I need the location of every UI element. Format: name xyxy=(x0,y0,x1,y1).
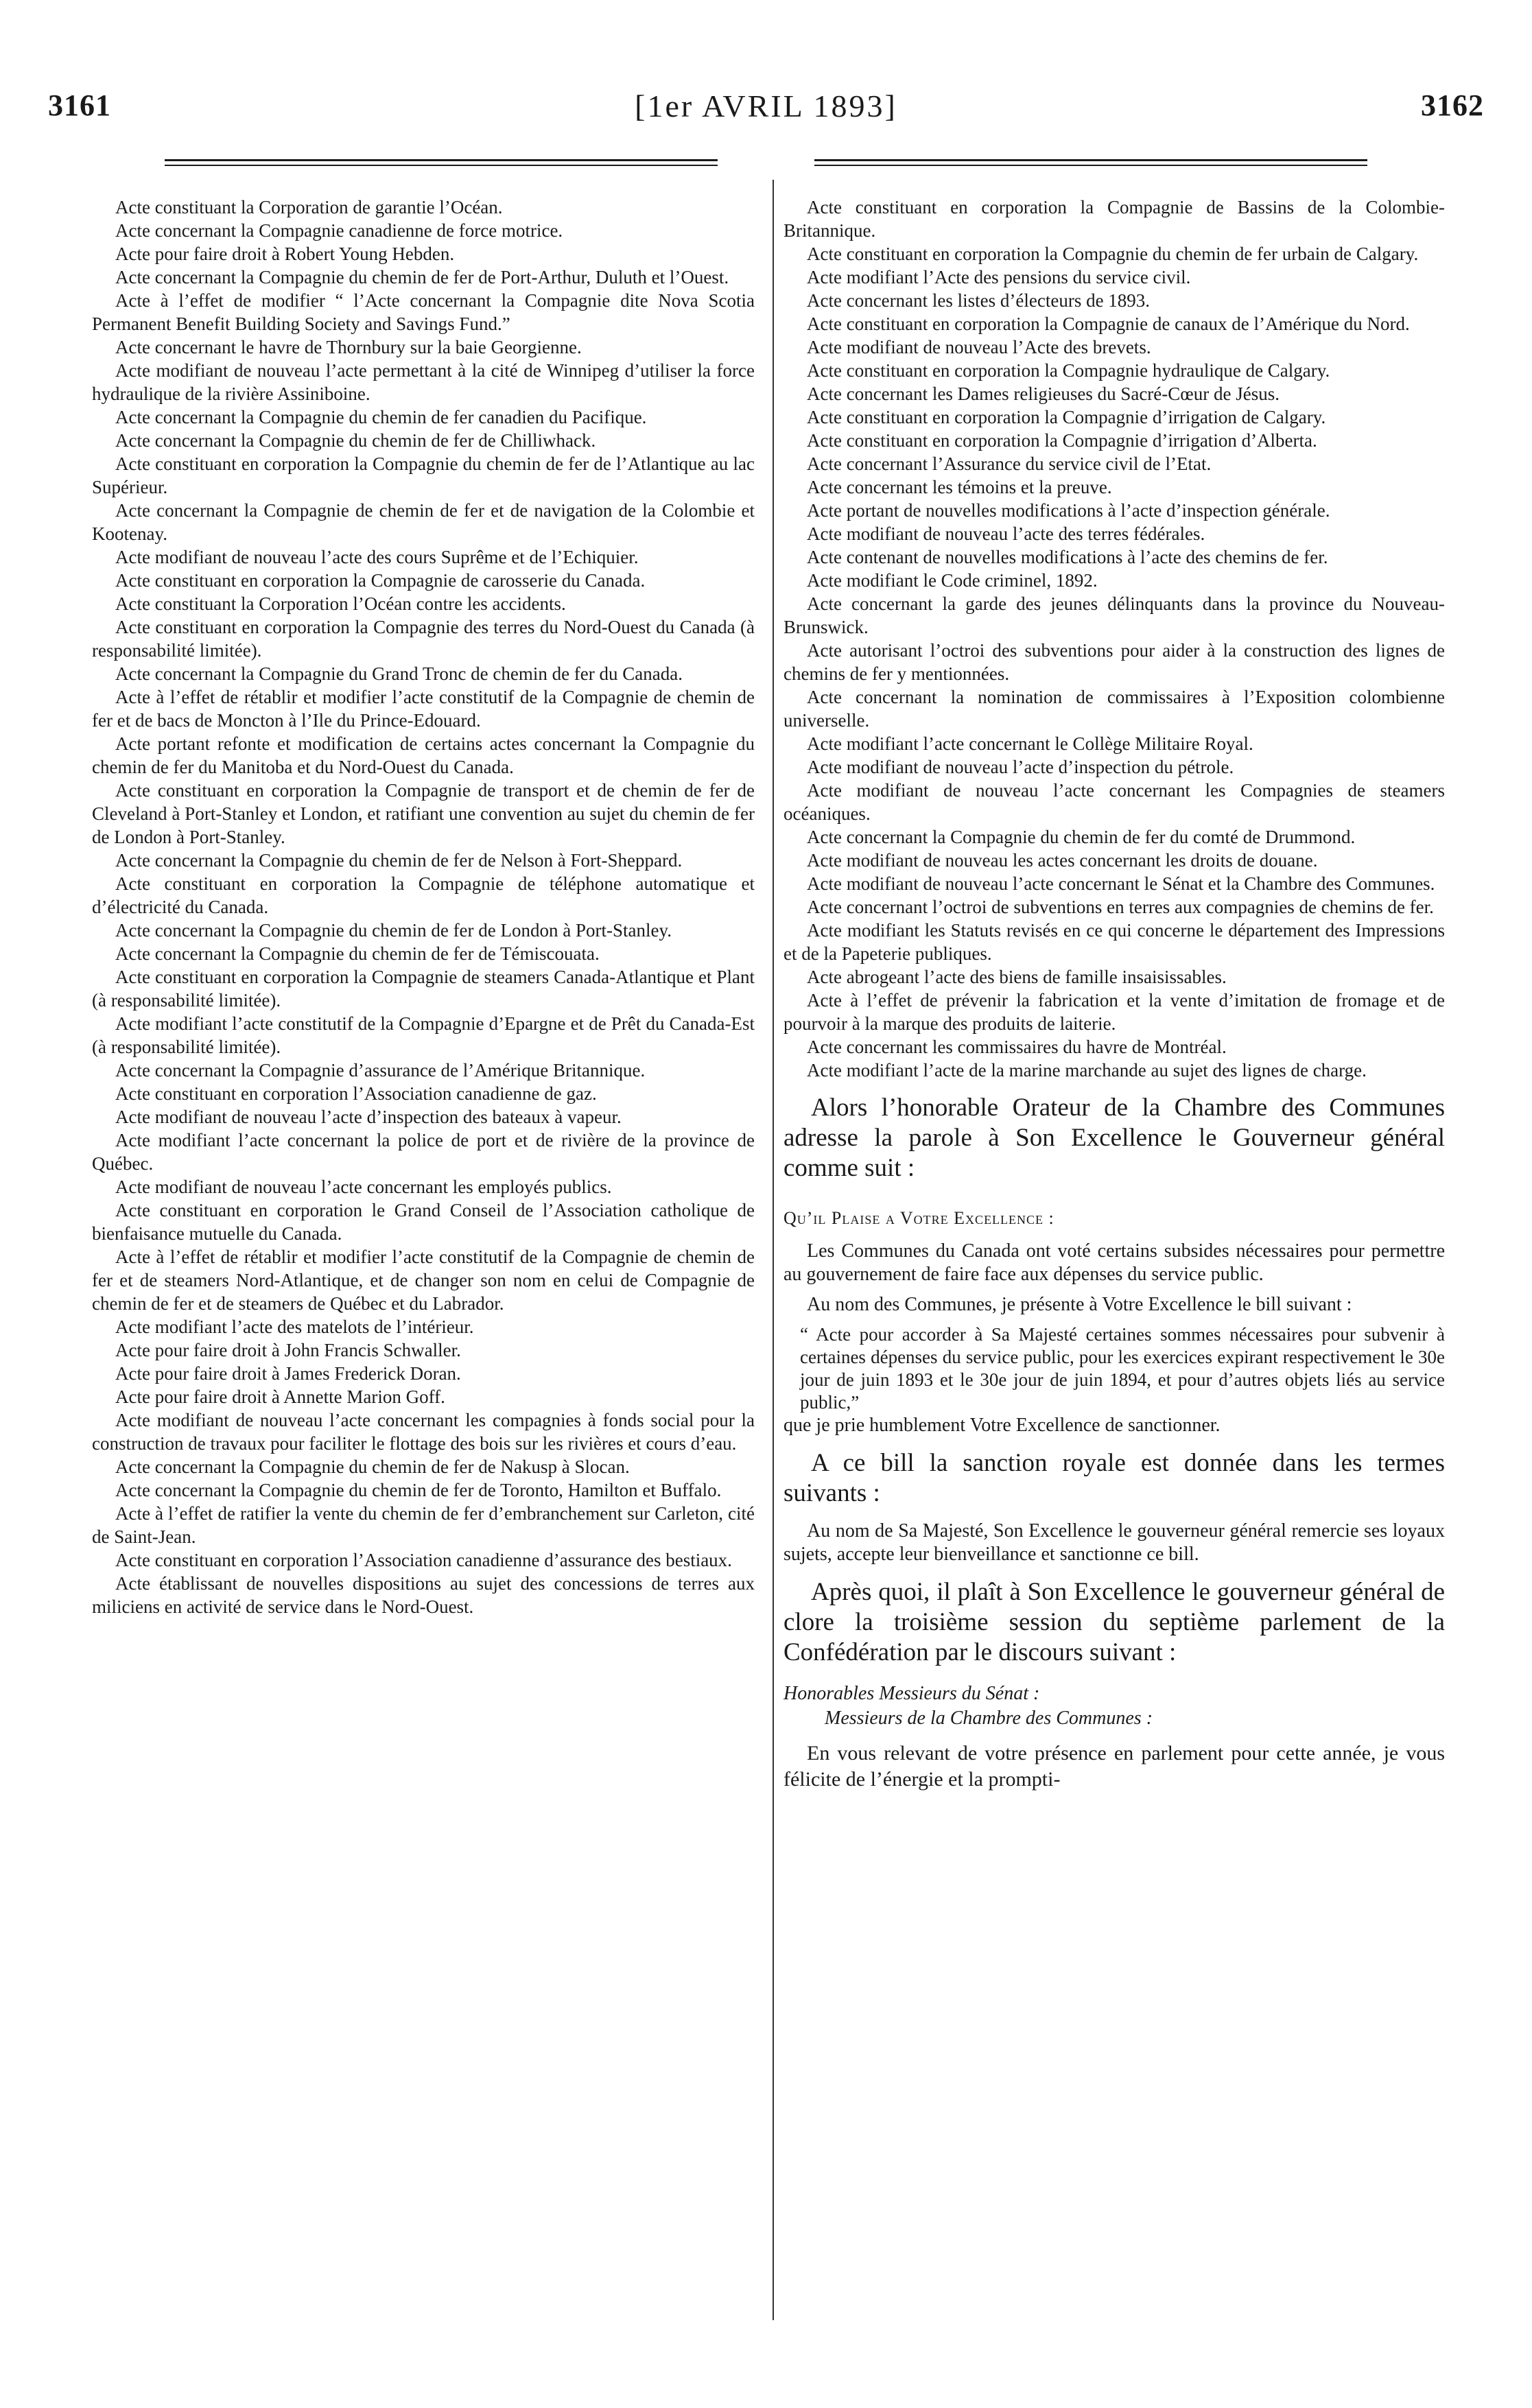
act-entry: Acte concernant la garde des jeunes délinquants dans la province du Nouveau-Brunswick. xyxy=(783,593,1445,637)
act-entry: Acte modifiant l’acte concernant le Collège Militaire Royal. xyxy=(807,733,1253,754)
act-entry: Acte constituant en corporation la Compagnie de steamers Canada-Atlantique et Plant (à responsabilité limitée). xyxy=(92,967,755,1011)
act-entry: Acte constituant en corporation la Compagnie de canaux de l’Amérique du Nord. xyxy=(807,314,1410,334)
act-entry: Acte concernant le havre de Thornbury sur la baie Georgienne. xyxy=(115,337,582,357)
act-entry: Acte constituant en corporation la Compagnie d’irrigation d’Alberta. xyxy=(807,430,1317,451)
act-entry: Acte concernant la Compagnie du chemin de fer canadien du Pacifique. xyxy=(115,407,647,427)
act-entry: Acte établissant de nouvelles dispositions au sujet des concessions de terres aux miliciens en activité de service dans le Nord-Ouest. xyxy=(92,1573,755,1617)
act-entry: Acte à l’effet de prévenir la fabrication et la vente d’imitation de fromage et de pourvoir à la marque des produits de laiterie. xyxy=(783,990,1445,1034)
act-entry: Acte constituant en corporation la Compagnie de Bassins de la Colombie-Britannique. xyxy=(783,197,1445,241)
act-entry: Acte modifiant de nouveau l’acte concernant le Sénat et la Chambre des Communes. xyxy=(807,873,1435,894)
right-column xyxy=(783,196,1445,1793)
act-entry: Acte constituant en corporation l’Association canadienne d’assurance des bestiaux. xyxy=(115,1550,732,1570)
act-entry: Acte concernant l’octroi de subventions en terres aux compagnies de chemins de fer. xyxy=(807,897,1434,917)
page-header xyxy=(48,88,1484,143)
act-entry: Acte modifiant de nouveau l’acte concernant les Compagnies de steamers océaniques. xyxy=(783,780,1445,824)
request-sanction: que je prie humblement Votre Excellence de sanctionner. xyxy=(783,1415,1221,1436)
right-page-number: 3162 xyxy=(1421,88,1484,122)
act-entry: Acte concernant l’Assurance du service civil de l’Etat. xyxy=(807,453,1212,474)
speech-opening: En vous relevant de votre présence en parlement pour cette année, je vous félicite de l’énergie et la prompti- xyxy=(783,1742,1445,1791)
act-entry: Acte modifiant de nouveau l’acte concernant les employés publics. xyxy=(115,1177,612,1197)
act-entry: Acte modifiant les Statuts revisés en ce qui concerne le département des Impressions et de la Papeterie publiques. xyxy=(783,920,1445,964)
act-entry: Acte modifiant de nouveau l’acte des terres fédérales. xyxy=(807,523,1205,544)
act-entry: Acte concernant les listes d’électeurs de 1893. xyxy=(807,290,1151,311)
act-entry: Acte concernant la Compagnie du Grand Tronc de chemin de fer du Canada. xyxy=(115,663,683,684)
senate-salutation: Honorables Messieurs du Sénat : xyxy=(783,1683,1040,1704)
present-bill-paragraph: Au nom des Communes, je présente à Votre Excellence le bill suivant : xyxy=(807,1294,1352,1315)
act-entry: Acte concernant la Compagnie canadienne de force motrice. xyxy=(115,220,563,241)
act-entry: Acte modifiant l’acte constitutif de la Compagnie d’Epargne et de Prêt du Canada-Est (à responsabilité limitée). xyxy=(92,1013,755,1057)
act-entry: Acte pour faire droit à James Frederick Doran. xyxy=(115,1363,461,1384)
act-entry: Acte à l’effet de ratifier la vente du chemin de fer d’embranchement sur Carleton, cité de Saint-Jean. xyxy=(92,1503,755,1547)
act-entry: Acte constituant en corporation la Compagnie d’irrigation de Calgary. xyxy=(807,407,1326,427)
supply-paragraph: Les Communes du Canada ont voté certains subsides nécessaires pour permettre au gouvernement de faire face aux dépenses du service public. xyxy=(783,1240,1445,1285)
royal-assent-intro: A ce bill la sanction royale est donnée dans les termes suivants : xyxy=(783,1449,1445,1507)
act-entry: Acte modifiant de nouveau l’Acte des brevets. xyxy=(807,337,1151,357)
closing-session-paragraph: Après quoi, il plaît à Son Excellence le gouverneur général de clore la troisième session du septième parlement de la Confédération par le discours suivant : xyxy=(783,1578,1445,1666)
act-entry: Acte constituant en corporation la Compagnie de carosserie du Canada. xyxy=(115,570,646,591)
column-divider xyxy=(773,180,774,2320)
act-entry: Acte pour faire droit à John Francis Schwaller. xyxy=(115,1340,461,1360)
act-entry: Acte constituant en corporation l’Association canadienne de gaz. xyxy=(115,1083,597,1104)
act-entry: Acte contenant de nouvelles modifications à l’acte des chemins de fer. xyxy=(807,547,1328,567)
act-entry: Acte modifiant l’acte des matelots de l’intérieur. xyxy=(115,1317,474,1337)
act-entry: Acte à l’effet de modifier “ l’Acte concernant la Compagnie dite Nova Scotia Permanent Benefit Building Society and Savings Fund.” xyxy=(92,290,755,334)
act-entry: Acte concernant les témoins et la preuve. xyxy=(807,477,1112,497)
address-heading: Qu’il Plaise a Votre Excellence : xyxy=(783,1208,1054,1228)
left-column xyxy=(92,196,755,1618)
act-entry: Acte concernant la Compagnie du chemin de fer de Port-Arthur, Duluth et l’Ouest. xyxy=(115,267,729,287)
left-page-number: 3161 xyxy=(48,88,111,122)
act-entry: Acte concernant la Compagnie du chemin de fer de London à Port-Stanley. xyxy=(115,920,672,941)
royal-assent-formula: Au nom de Sa Majesté, Son Excellence le gouverneur général remercie ses loyaux sujets, accepte leur bienveillance et sanctionne ce bill. xyxy=(783,1520,1445,1565)
act-entry: Acte autorisant l’octroi des subventions pour aider à la construction des lignes de chemins de fer y mentionnées. xyxy=(783,640,1445,684)
right-acts-list xyxy=(783,196,1445,1082)
act-entry: Acte concernant la Compagnie du chemin de fer de Toronto, Hamilton et Buffalo. xyxy=(115,1480,722,1500)
commons-salutation: Messieurs de la Chambre des Communes : xyxy=(825,1708,1153,1729)
page-date: [1er AVRIL 1893] xyxy=(635,88,897,123)
act-entry: Acte modifiant de nouveau l’acte des cours Suprême et de l’Echiquier. xyxy=(115,547,639,567)
act-entry: Acte concernant la Compagnie du chemin de fer de Témiscouata. xyxy=(115,943,600,964)
act-entry: Acte modifiant l’acte de la marine marchande au sujet des lignes de charge. xyxy=(807,1060,1367,1081)
act-entry: Acte portant de nouvelles modifications à l’acte d’inspection générale. xyxy=(807,500,1330,521)
act-entry: Acte abrogeant l’acte des biens de famille insaisissables. xyxy=(807,967,1227,987)
act-entry: Acte concernant les Dames religieuses du Sacré-Cœur de Jésus. xyxy=(807,383,1280,404)
act-entry: Acte modifiant de nouveau l’acte permettant à la cité de Winnipeg d’utiliser la force hydraulique de la rivière Assiniboine. xyxy=(92,360,755,404)
act-entry: Acte constituant en corporation la Compagnie du chemin de fer urbain de Calgary. xyxy=(807,244,1419,264)
speaker-address: Alors l’honorable Orateur de la Chambre des Communes adresse la parole à Son Excellence le Gouverneur général comme suit : xyxy=(783,1094,1445,1182)
act-entry: Acte concernant la nomination de commissaires à l’Exposition colombienne universelle. xyxy=(783,687,1445,731)
act-entry: Acte pour faire droit à Annette Marion Goff. xyxy=(115,1386,445,1407)
act-entry: Acte à l’effet de rétablir et modifier l’acte constitutif de la Compagnie de chemin de fer et de bacs de Moncton à l’Ile du Prince-Edouard. xyxy=(92,687,755,731)
act-entry: Acte concernant la Compagnie du chemin de fer de Chilliwhack. xyxy=(115,430,596,451)
act-entry: Acte modifiant de nouveau l’acte d’inspection du pétrole. xyxy=(807,757,1234,777)
act-entry: Acte concernant la Compagnie du chemin de fer du comté de Drummond. xyxy=(807,827,1356,847)
act-entry: Acte constituant en corporation le Grand Conseil de l’Association catholique de bienfaisance mutuelle du Canada. xyxy=(92,1200,755,1244)
act-entry: Acte modifiant l’acte concernant la police de port et de rivière de la province de Québec. xyxy=(92,1130,755,1174)
bill-quote: “ Acte pour accorder à Sa Majesté certaines sommes nécessaires pour subvenir à certaines dépenses du service public, pour les exercices expirant respectivement le 30e jour de juin 1893 et le 30e jour de juin 1894, et pour d’autres objets liés au service public,” xyxy=(800,1324,1445,1413)
act-entry: Acte constituant en corporation la Compagnie hydraulique de Calgary. xyxy=(807,360,1330,381)
act-entry: Acte à l’effet de rétablir et modifier l’acte constitutif de la Compagnie de chemin de fer et de steamers Nord-Atlantique, et de changer son nom en celui de Compagnie de chemin de fer et de steamers de Québec et du Labrador. xyxy=(92,1247,755,1314)
act-entry: Acte concernant les commissaires du havre de Montréal. xyxy=(807,1037,1227,1057)
act-entry: Acte concernant la Compagnie du chemin de fer de Nakusp à Slocan. xyxy=(115,1456,630,1477)
act-entry: Acte modifiant de nouveau l’acte d’inspection des bateaux à vapeur. xyxy=(115,1107,622,1127)
act-entry: Acte pour faire droit à Robert Young Hebden. xyxy=(115,244,455,264)
act-entry: Acte modifiant de nouveau les actes concernant les droits de douane. xyxy=(807,850,1318,871)
act-entry: Acte concernant la Compagnie d’assurance de l’Amérique Britannique. xyxy=(115,1060,646,1081)
act-entry: Acte portant refonte et modification de certains actes concernant la Compagnie du chemin de fer du Manitoba et du Nord-Ouest du Canada. xyxy=(92,733,755,777)
act-entry: Acte concernant la Compagnie du chemin de fer de Nelson à Fort-Sheppard. xyxy=(115,850,683,871)
act-entry: Acte constituant en corporation la Compagnie de téléphone automatique et d’électricité du Canada. xyxy=(92,873,755,917)
act-entry: Acte constituant la Corporation de garantie l’Océan. xyxy=(115,197,503,217)
act-entry: Acte constituant la Corporation l’Océan contre les accidents. xyxy=(115,593,566,614)
act-entry: Acte constituant en corporation la Compagnie des terres du Nord-Ouest du Canada (à responsabilité limitée). xyxy=(92,617,755,661)
act-entry: Acte constituant en corporation la Compagnie du chemin de fer de l’Atlantique au lac Supérieur. xyxy=(92,453,755,497)
act-entry: Acte constituant en corporation la Compagnie de transport et de chemin de fer de Cleveland à Port-Stanley et London, et ratifiant une convention au sujet du chemin de fer de London à Port-Stanley. xyxy=(92,780,755,847)
act-entry: Acte modifiant le Code criminel, 1892. xyxy=(807,570,1098,591)
act-entry: Acte modifiant de nouveau l’acte concernant les compagnies à fonds social pour la construction de travaux pour faciliter le flottage des bois sur les rivières et cours d’eau. xyxy=(92,1410,755,1454)
header-rules xyxy=(165,159,1367,169)
act-entry: Acte concernant la Compagnie de chemin de fer et de navigation de la Colombie et Kootenay. xyxy=(92,500,755,544)
act-entry: Acte modifiant l’Acte des pensions du service civil. xyxy=(807,267,1191,287)
